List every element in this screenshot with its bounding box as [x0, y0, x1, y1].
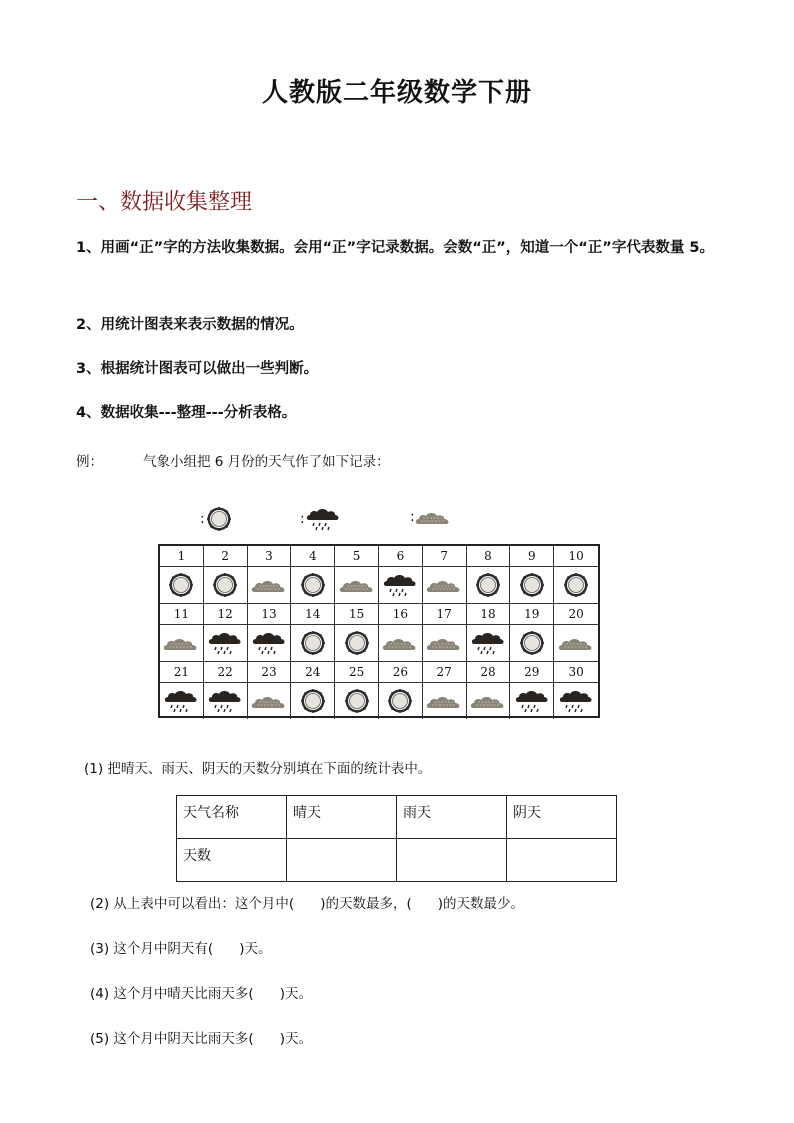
day-number: 18: [467, 604, 511, 624]
knowledge-point-3: 3、根据统计图表可以做出一些判断。: [76, 361, 319, 377]
question-4: (4) 这个月中晴天比雨天多( )天。: [90, 986, 312, 1002]
weather-cell: [248, 683, 292, 719]
rain-cloud-icon: [305, 506, 341, 532]
weather-cell: [248, 625, 292, 661]
weather-cell: [160, 625, 204, 661]
sun-icon: [211, 572, 239, 598]
legend-rain: :: [300, 506, 341, 532]
question-2: (2) 从上表中可以看出：这个月中( )的天数最多，( )的天数最少。: [90, 896, 525, 912]
day-number: 17: [423, 604, 467, 624]
question-3: (3) 这个月中阴天有( )天。: [90, 941, 272, 957]
table-header-row: [177, 796, 617, 839]
sun-icon: [562, 572, 590, 598]
sun-icon: [343, 630, 371, 656]
sun-icon: [299, 630, 327, 656]
day-number: 3: [248, 546, 292, 566]
day-number: 24: [291, 662, 335, 682]
sun-icon: [518, 572, 546, 598]
weather-cell: [379, 625, 423, 661]
day-number: 2: [204, 546, 248, 566]
weather-cell: [423, 625, 467, 661]
weather-cell: [291, 625, 335, 661]
weather-cell: [379, 683, 423, 719]
day-number: 12: [204, 604, 248, 624]
weather-cell: [510, 683, 554, 719]
calendar-day-row: [160, 662, 598, 683]
table-row: [177, 839, 617, 882]
example-text: 气象小组把 6 月份的天气作了如下记录：: [143, 454, 390, 470]
sun-icon: [343, 688, 371, 714]
weather-calendar: [158, 544, 600, 718]
day-number: 16: [379, 604, 423, 624]
table-header-cell: 雨天: [397, 796, 507, 839]
day-number: 11: [160, 604, 204, 624]
weather-cell: [510, 567, 554, 603]
day-number: 27: [423, 662, 467, 682]
sun-icon: [167, 572, 195, 598]
answer-cell-cloudy[interactable]: [507, 839, 617, 882]
table-header-cell: 晴天: [287, 796, 397, 839]
table-row-label: 天数: [177, 839, 287, 882]
rain-cloud-icon: [251, 630, 287, 656]
weather-cell: [467, 683, 511, 719]
answer-cell-rainy[interactable]: [397, 839, 507, 882]
question-5: (5) 这个月中阴天比雨天多( )天。: [90, 1031, 312, 1047]
page-title: 人教版二年级数学下册: [261, 78, 532, 108]
weather-cell: [554, 625, 598, 661]
weather-cell: [423, 683, 467, 719]
weather-cell: [204, 567, 248, 603]
table-header-cell: 天气名称: [177, 796, 287, 839]
cloud-icon: [339, 574, 375, 596]
legend-cloud: :: [410, 506, 451, 528]
weather-cell: [291, 567, 335, 603]
weather-cell: [160, 683, 204, 719]
day-number: 6: [379, 546, 423, 566]
answer-cell-sunny[interactable]: [287, 839, 397, 882]
rain-cloud-icon: [163, 688, 199, 714]
weather-cell: [467, 567, 511, 603]
cloud-icon: [426, 574, 462, 596]
weather-cell: [467, 625, 511, 661]
cloud-icon: [426, 690, 462, 712]
day-number: 9: [510, 546, 554, 566]
day-number: 14: [291, 604, 335, 624]
calendar-day-row: [160, 546, 598, 567]
weather-stat-table: [176, 795, 617, 882]
day-number: 21: [160, 662, 204, 682]
day-number: 28: [467, 662, 511, 682]
day-number: 25: [335, 662, 379, 682]
sun-icon: [299, 688, 327, 714]
knowledge-point-2: 2、用统计图表来表示数据的情况。: [76, 317, 304, 333]
rain-cloud-icon: [558, 688, 594, 714]
calendar-weather-row: [160, 683, 598, 719]
sun-icon: [518, 630, 546, 656]
weather-cell: [335, 567, 379, 603]
weather-cell: [423, 567, 467, 603]
day-number: 29: [510, 662, 554, 682]
day-number: 20: [568, 607, 584, 621]
weather-cell: [291, 683, 335, 719]
day-number: 23: [248, 662, 292, 682]
weather-cell: [248, 567, 292, 603]
day-number: 13: [248, 604, 292, 624]
weather-cell: [204, 625, 248, 661]
example-line: [76, 450, 390, 470]
rain-cloud-icon: [470, 630, 506, 656]
day-number: 7: [423, 546, 467, 566]
day-number: 22: [204, 662, 248, 682]
sun-icon: [299, 572, 327, 598]
cloud-icon: [251, 574, 287, 596]
section-heading: 一、数据收集整理: [76, 190, 253, 215]
sun-icon: [474, 572, 502, 598]
question-1: (1) 把晴天、雨天、阴天的天数分别填在下面的统计表中。: [84, 761, 432, 777]
calendar-day-row: [160, 604, 598, 625]
cloud-icon: [163, 632, 199, 654]
weather-legend: [200, 506, 500, 532]
weather-cell: [379, 567, 423, 603]
weather-cell: [204, 683, 248, 719]
legend-sun: :: [200, 506, 233, 532]
weather-cell: [160, 567, 204, 603]
sun-icon: [386, 688, 414, 714]
day-number: 15: [335, 604, 379, 624]
cloud-icon: [415, 506, 451, 528]
calendar-weather-row: [160, 567, 598, 604]
cloud-icon: [382, 632, 418, 654]
knowledge-point-1: 1、用画“正”字的方法收集数据。会用“正”字记录数据。会数“正”，知道一个“正”字代表数量 5。: [76, 240, 714, 256]
sun-icon: [205, 506, 233, 532]
weather-cell: [554, 683, 598, 719]
weather-cell: [510, 625, 554, 661]
day-number: 1: [160, 546, 204, 566]
rain-cloud-icon: [207, 630, 243, 656]
weather-cell: [335, 625, 379, 661]
cloud-icon: [558, 632, 594, 654]
example-label: 例：: [76, 454, 103, 470]
day-number: 10: [568, 549, 584, 563]
day-number: 26: [379, 662, 423, 682]
calendar-weather-row: [160, 625, 598, 662]
weather-cell: [554, 567, 598, 603]
day-number: 19: [510, 604, 554, 624]
day-number: 5: [335, 546, 379, 566]
cloud-icon: [426, 632, 462, 654]
cloud-icon: [251, 690, 287, 712]
day-number: 4: [291, 546, 335, 566]
rain-cloud-icon: [514, 688, 550, 714]
table-header-cell: 阴天: [507, 796, 617, 839]
knowledge-point-4: 4、数据收集---整理---分析表格。: [76, 405, 297, 421]
cloud-icon: [470, 690, 506, 712]
rain-cloud-icon: [207, 688, 243, 714]
day-number: 30: [568, 665, 584, 679]
day-number: 8: [467, 546, 511, 566]
rain-cloud-icon: [382, 572, 418, 598]
weather-cell: [335, 683, 379, 719]
